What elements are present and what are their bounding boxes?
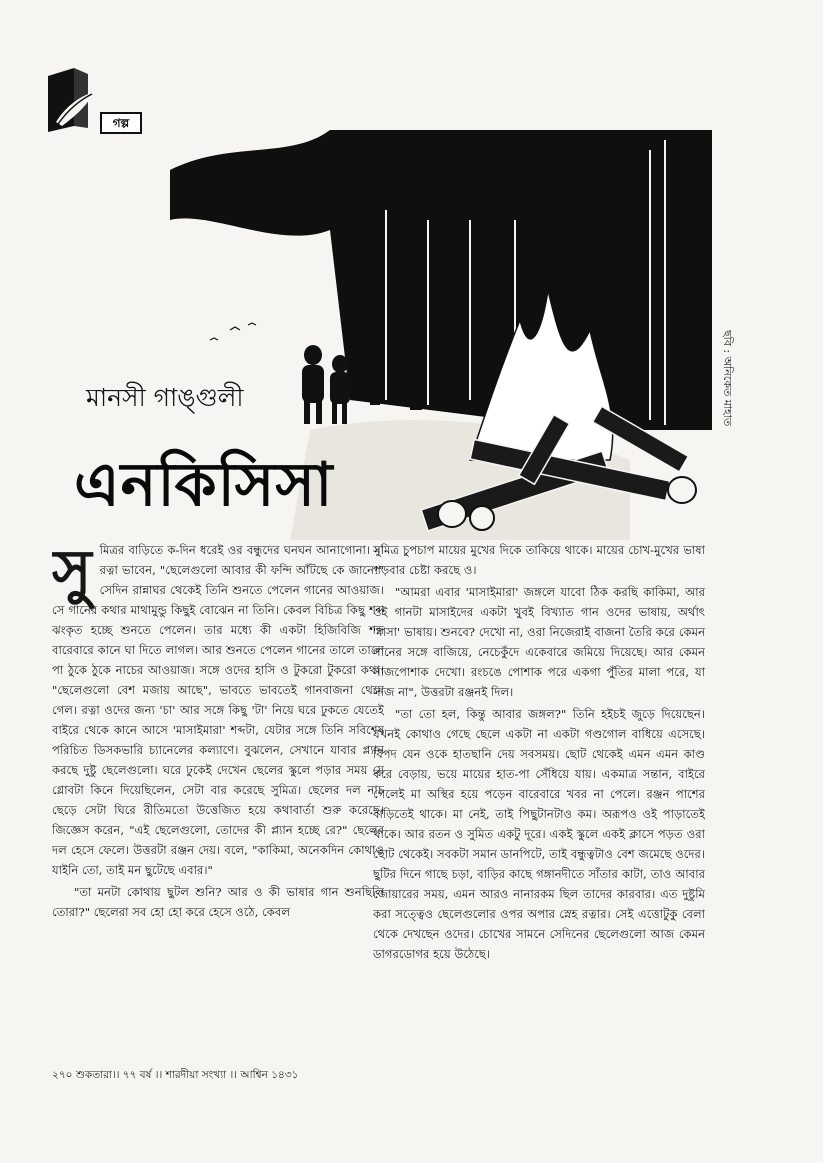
article-paragraph — [52, 540, 384, 880]
section-tag: গল্প — [100, 112, 142, 134]
article-paragraph: "আমরা এবার 'মাসাইমারা' জঙ্গলে যাবো ঠিক করছি কাকিমা, আর ওই গানটা মাসাইদের একটা খুবই বিখ্যাত গান ওদের ভাষায়, অর্থাৎ 'মাসা' ভাষায়। শুনবে? দেখো না, ওরা নিজেরাই বাজনা তৈরি করে কেমন গানের সঙ্গে বাজিয়ে, নেচেকুঁদে একেবারে জমিয়ে দিয়েছে। আর কেমন সাজপোশাক দেখো। রংচঙে পোশাক পরে একগা পুঁতির মালা পরে, যা সাজ না", উত্তরটা রঞ্জনই দিল। — [373, 585, 705, 699]
author-name: মানসী গাঙ্গুলী — [86, 383, 244, 412]
dropcap: সু — [52, 540, 92, 607]
paragraph-text: মিত্রর বাড়িতে ক-দিন ধরেই ওর বন্ধুদের ঘনঘন আনাগোনা। মা রত্না ভাবেন, "ছেলেগুলো আবার কী ফন্দি আঁটছে কে জানে!" সেদিন রান্নাঘর থেকেই তিনি শুনতে পেলেন গানের আওয়াজ। সে গানের কথার মাথামুন্ডু কিছুই বোঝেন না তিনি। কেবল বিচিত্র কিছু শব্দ ঝংকৃত হচ্ছে শুনতে পেলেন। তার মধ্যে কী একটা হিজিবিজি শব্দ বারেবারে কানে ঘা দিতে লাগল। আর শুনতে পেলেন গানের তালে তালে পা ঠুকে ঠুকে নাচের আওয়াজ। সঙ্গে ওদের হাসি ও টুকরো টুকরো কথা। "ছেলেগুলো বেশ মজায় আছে", ভাবতে ভাবতেই গানবাজনা থেমে গেল। রত্না ওদের জন্য 'চা' আর সঙ্গে কিছু 'টা' নিয়ে ঘরে ঢুকতে যেতেই বাইরে থেকে কানে আসে 'মাসাইমারা' শব্দটা, যেটার সঙ্গে তিনি সবিশেষ পরিচিত ডিসকভারি চ্যানেলের কল্যাণে। বুঝলেন, সেখানে যাবার প্ল্যান করছে দুষ্টু ছেলেগুলো। ঘরে ঢুকেই দেখেন ছেলের স্কুলে পড়ার সময় যে গ্লোবটা কিনে দিয়েছিলেন, সেটা বার করেছে সুমিত্র। ছেলের দল নাচ ছেড়ে সেটা ঘিরে রীতিমতো উত্তেজিত হয়ে কথাবার্তা শুরু করেছে। জিজ্ঞেস করেন, "এই ছেলেগুলো, তোদের কী প্ল্যান হচ্ছে রে?" ছেলের দল হেসে ফেলে। উত্তরটা রঞ্জন দেয়। বলে, "কাকিমা, অনেকদিন কোথাও যাইনি তো, তাই মন ছুটেছে এবার।" — [52, 543, 384, 877]
book-leaf-logo-icon — [44, 66, 98, 134]
article-column-1 — [52, 540, 384, 1038]
article-paragraph: "তা তো হল, কিন্তু আবার জঙ্গল?" তিনি হইচই জুড়ে দিয়েছেন। যখনই কোথাও গেছে ছেলে একটা না একটা গণ্ডগোল বাধিয়ে এসেছে। বিপদ যেন ওকে হাতছানি দেয় সবসময়। ছোট থেকেই এমন এমন কাণ্ড করে বেড়ায়, ভয়ে মায়ের হাত-পা সেঁধিয়ে যায়। একমাত্র সন্তান, বাইরে গেলেই মা অস্থির হয়ে পড়েন বারেবারে খবর না পেলে। রঞ্জন পাশের বাড়িতেই থাকে। মা নেই, তাই পিছুটানটাও কম। অরূপও ওই পাড়াতেই থাকে। আর রতন ও সুমিত একটু দূরে। একই স্কুলে একই ক্লাসে পড়ত ওরা ছোট থেকেই। সবকটা সমান ডানপিটে, তাই বন্ধুত্বটাও বেশ জমেছে ওদের। ছুটির দিনে গাছে চড়া, বাড়ির কাছে গঙ্গানদীতে সাঁতার কাটা, তাও আবার জোয়ারের সময়, এমন আরও নানারকম ছিল তাদের কারবার। এত দুষ্টুমি করা সত্ত্বেও ছেলেগুলোর ওপর অপার স্নেহ রত্নার। সেই এত্তোটুকু বেলা থেকে দেখছেন ওদের। চোখের সামনে সেদিনের ছেলেগুলো আজ কেমন ডাগরডোগর হয়ে উঠেছে। — [373, 707, 705, 961]
story-title: এনকিসিসা — [74, 450, 334, 520]
page-footer: ২৭০ শুকতারা।। ৭৭ বর্ষ ।। শারদীয়া সংখ্যা ।। আশ্বিন ১৪৩১ — [52, 1069, 299, 1081]
illustration-credit: ছবি : অনিকেত মাহাত — [721, 330, 734, 427]
article-column-2 — [373, 540, 705, 1052]
article-paragraph: "তা মনটা কোথায় ছুটল শুনি? আর ও কী ভাষার গান শুনছিলি তোরা?" ছেলেরা সব হো হো করে হেসে ওঠে, কেবল — [52, 885, 384, 919]
article-paragraph: সুমিত্র চুপচাপ মায়ের মুখের দিকে তাকিয়ে থাকে। মায়ের চোখ-মুখের ভাষা পড়বার চেষ্টা করছে ও। — [373, 543, 705, 577]
